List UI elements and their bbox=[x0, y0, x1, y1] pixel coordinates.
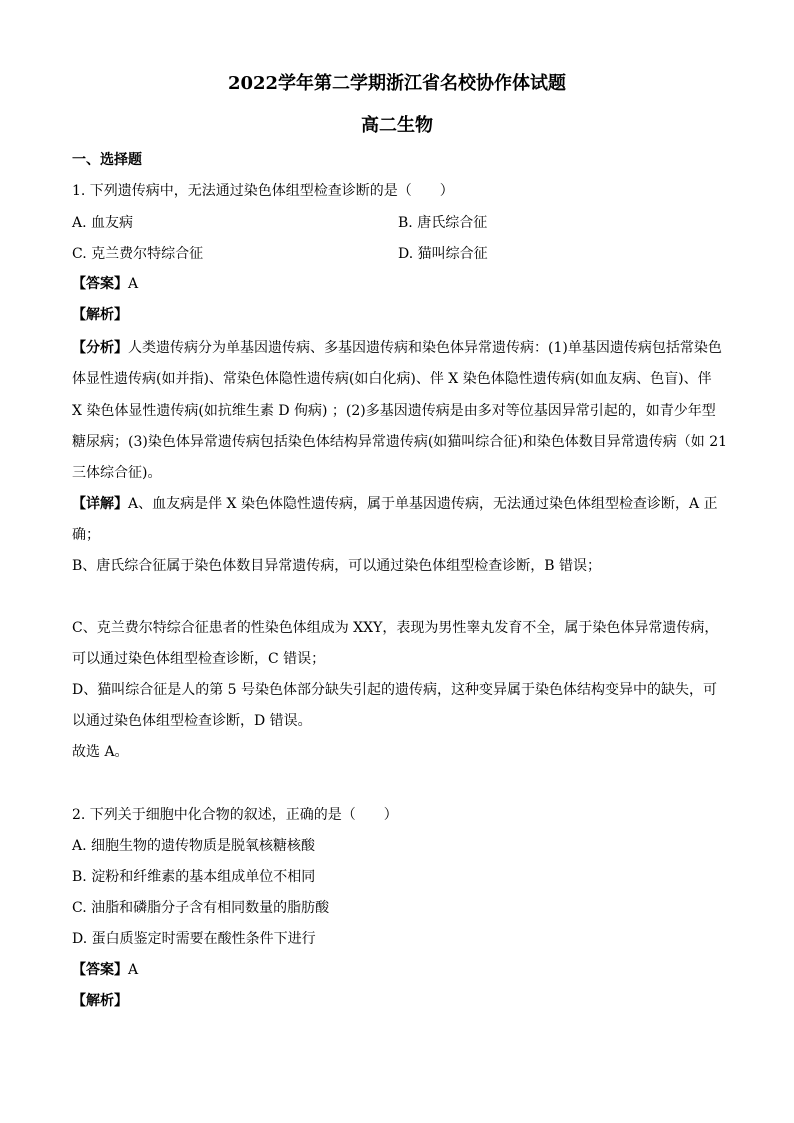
q1-fenxi-line: 糖尿病；(3)染色体异常遗传病包括染色体结构异常遗传病(如猫叫综合征)和染色体数目异常遗传病（如 21 bbox=[72, 434, 728, 450]
q2-option-b: B. 淀粉和纤维素的基本组成单位不相同 bbox=[72, 869, 316, 885]
q2-stem: 2. 下列关于细胞中化合物的叙述，正确的是（ ） bbox=[72, 807, 398, 823]
section-heading: 一、选择题 bbox=[72, 152, 142, 168]
q2-analysis-tag: 【解析】 bbox=[72, 993, 128, 1009]
q1-xiangjie-line: C、克兰费尔特综合征患者的性染色体组成为 XXY，表现为男性睾丸发育不全，属于染色体异常遗传病， bbox=[72, 620, 719, 636]
q1-xiangjie-line bbox=[72, 494, 718, 514]
q1-option-a: A. 血友病 bbox=[72, 215, 134, 231]
xiangjie-tag: 【详解】 bbox=[72, 496, 128, 512]
document-subtitle: 高二生物 bbox=[361, 115, 433, 136]
q1-answer bbox=[72, 274, 138, 294]
q1-option-d: D. 猫叫综合征 bbox=[398, 246, 488, 262]
q1-xiangjie-line: 确； bbox=[72, 527, 100, 543]
answer-tag: 【答案】 bbox=[72, 962, 128, 978]
q1-fenxi-line: 三体综合征)。 bbox=[72, 465, 162, 481]
q1-stem: 1. 下列遗传病中，无法通过染色体组型检查诊断的是（ ） bbox=[72, 183, 454, 199]
q1-xiangjie-line: B、唐氏综合征属于染色体数目异常遗传病，可以通过染色体组型检查诊断，B 错误； bbox=[72, 558, 602, 574]
q2-answer bbox=[72, 960, 138, 980]
q1-option-c: C. 克兰费尔特综合征 bbox=[72, 246, 204, 262]
fenxi-text: 人类遗传病分为单基因遗传病、多基因遗传病和染色体异常遗传病：(1)单基因遗传病包括常染色 bbox=[128, 340, 722, 356]
answer-value: A bbox=[128, 962, 139, 978]
document-title: 2022学年第二学期浙江省名校协作体试题 bbox=[227, 73, 567, 94]
answer-value: A bbox=[128, 276, 139, 292]
q2-option-d: D. 蛋白质鉴定时需要在酸性条件下进行 bbox=[72, 931, 316, 947]
q1-fenxi-line: 体显性遗传病(如并指)、常染色体隐性遗传病(如白化病)、伴 X 染色体隐性遗传病(如血友病、色盲)、伴 bbox=[72, 371, 712, 387]
q1-fenxi-line bbox=[72, 338, 722, 358]
q1-xiangjie-line: 以通过染色体组型检查诊断，D 错误。 bbox=[72, 713, 312, 729]
q2-option-c: C. 油脂和磷脂分子含有相同数量的脂肪酸 bbox=[72, 900, 330, 916]
q1-analysis-tag: 【解析】 bbox=[72, 307, 128, 323]
q1-option-b: B. 唐氏综合征 bbox=[398, 215, 488, 231]
fenxi-tag: 【分析】 bbox=[72, 340, 128, 356]
q1-xiangjie-line: 可以通过染色体组型检查诊断，C 错误； bbox=[72, 651, 326, 667]
answer-tag: 【答案】 bbox=[72, 276, 128, 292]
q2-option-a: A. 细胞生物的遗传物质是脱氧核糖核酸 bbox=[72, 838, 316, 854]
q1-xiangjie-line: D、猫叫综合征是人的第 5 号染色体部分缺失引起的遗传病，这种变异属于染色体结构变异中的缺失，可 bbox=[72, 682, 718, 698]
q1-conclusion: 故选 A。 bbox=[72, 744, 129, 760]
xiangjie-text: A、血友病是伴 X 染色体隐性遗传病，属于单基因遗传病，无法通过染色体组型检查诊断，A 正 bbox=[128, 496, 718, 512]
q1-fenxi-line: X 染色体显性遗传病(如抗维生素 D 佝病) ；(2)多基因遗传病是由多对等位基因异常引起的，如青少年型 bbox=[72, 403, 716, 419]
